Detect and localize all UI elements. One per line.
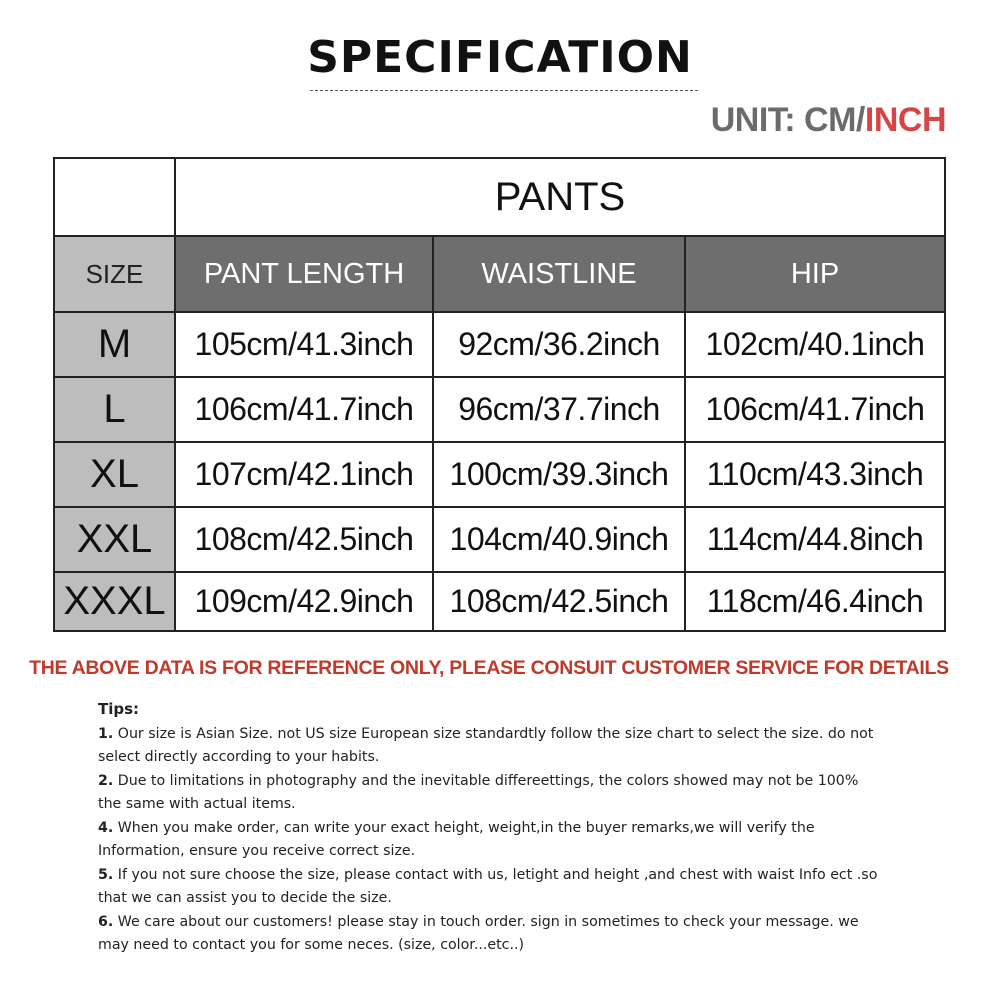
pant-length-cell: 108cm/42.5inch [175,507,433,572]
column-header-row [54,236,945,312]
tip-number: 4. [98,819,114,836]
tip-number: 5. [98,866,114,883]
page-title: SPECIFICATION [307,32,693,83]
table-row [54,572,945,631]
tip-item [98,770,878,817]
unit-inch: INCH [864,101,946,139]
hip-cell: 106cm/41.7inch [685,377,945,442]
hip-cell: 110cm/43.3inch [685,442,945,507]
column-header-hip: HIP [685,236,945,312]
tips-section [98,698,878,958]
hip-cell: 118cm/46.4inch [685,572,945,631]
size-cell: XL [54,442,175,507]
tip-number: 6. [98,913,114,930]
size-cell: L [54,377,175,442]
tip-number: 1. [98,725,114,742]
waistline-cell: 92cm/36.2inch [433,312,685,377]
table-row [54,377,945,442]
title-divider [310,90,698,91]
tip-item [98,911,878,958]
corner-cell [54,158,175,236]
hip-cell: 102cm/40.1inch [685,312,945,377]
tip-text: If you not sure choose the size, please contact with us, letight and height ,and chest with waist Info ect .so that we can assist you to decide the size. [98,866,878,906]
unit-label [711,101,946,140]
size-cell: XXL [54,507,175,572]
group-header-row [54,158,945,236]
column-header-waistline: WAISTLINE [433,236,685,312]
tip-item [98,817,878,864]
tips-title: Tips: [98,700,140,718]
waistline-cell: 108cm/42.5inch [433,572,685,631]
size-cell: XXXL [54,572,175,631]
pant-length-cell: 109cm/42.9inch [175,572,433,631]
tip-text: Our size is Asian Size. not US size European size standardtly follow the size chart to select the size. do not select directly according to your habits. [98,725,874,765]
tip-text: We care about our customers! please stay in touch order. sign in sometimes to check your message. we may need to contact you for some neces. (size, color...etc..) [98,913,859,953]
table-row [54,507,945,572]
waistline-cell: 100cm/39.3inch [433,442,685,507]
tip-text: When you make order, can write your exact height, weight,in the buyer remarks,we will verify the Information, ensure you receive correct size. [98,819,815,859]
tip-item [98,723,878,770]
pant-length-cell: 106cm/41.7inch [175,377,433,442]
unit-prefix: UNIT: CM/ [710,101,865,139]
waistline-cell: 96cm/37.7inch [433,377,685,442]
size-cell: M [54,312,175,377]
reference-notice: THE ABOVE DATA IS FOR REFERENCE ONLY, PLEASE CONSUIT CUSTOMER SERVICE FOR DETAILS [29,657,949,679]
table-row [54,442,945,507]
tip-number: 2. [98,772,114,789]
size-header: SIZE [54,236,175,312]
column-header-pant-length: PANT LENGTH [175,236,433,312]
tip-text: Due to limitations in photography and the inevitable differeettings, the colors showed may not be 100% the same with actual items. [98,772,859,812]
hip-cell: 114cm/44.8inch [685,507,945,572]
pant-length-cell: 105cm/41.3inch [175,312,433,377]
size-chart-table [53,157,946,632]
table-row [54,312,945,377]
waistline-cell: 104cm/40.9inch [433,507,685,572]
group-header-pants: PANTS [175,158,945,236]
pant-length-cell: 107cm/42.1inch [175,442,433,507]
tip-item [98,864,878,911]
